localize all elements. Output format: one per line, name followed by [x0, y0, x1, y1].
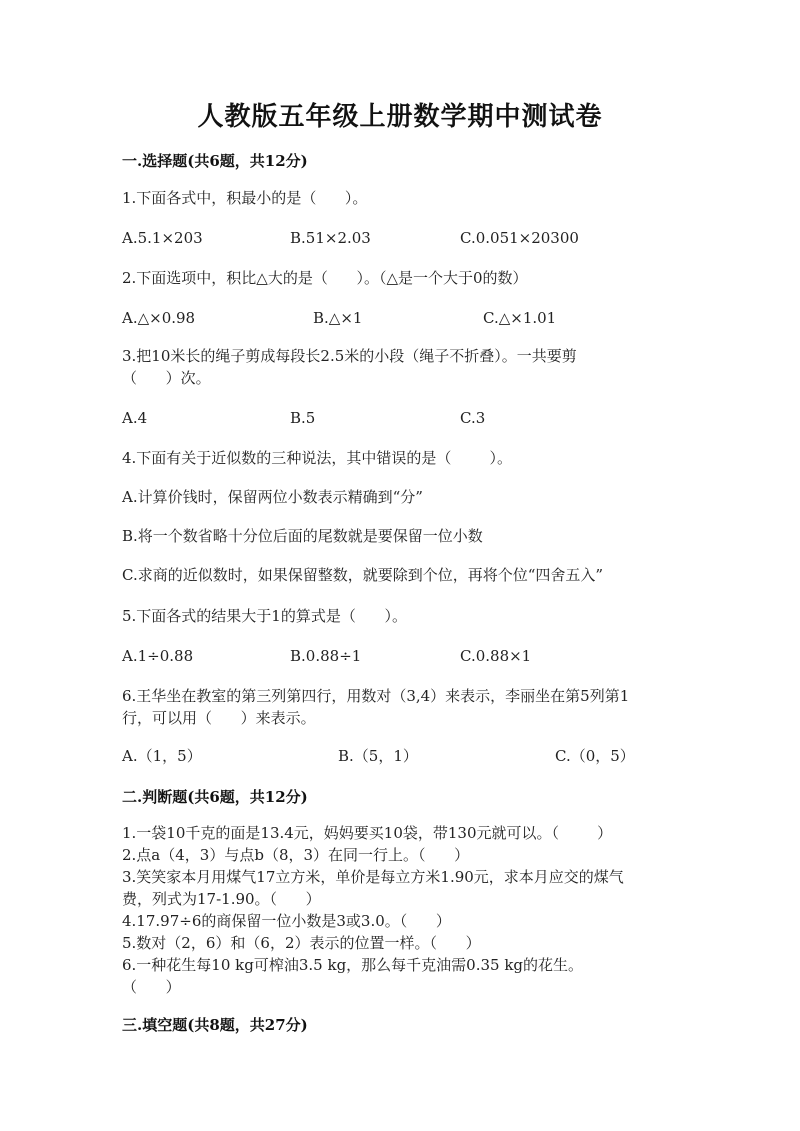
question-4-option-c: C.求商的近似数时，如果保留整数，就要除到个位，再将个位“四舍五入”: [122, 566, 604, 584]
question-2-option-b: B.△×1: [313, 309, 363, 327]
judge-line-8: （ ）: [122, 978, 181, 996]
question-3-option-c: C.3: [460, 409, 486, 427]
judge-line-3: 3.笑笑家本月用煤气17立方米，单价是每立方米1.90元，求本月应交的煤气: [122, 868, 624, 886]
question-5-option-b: B.0.88÷1: [290, 647, 362, 665]
judge-line-5: 4.17.97÷6的商保留一位小数是3或3.0。（ ）: [122, 912, 451, 930]
judge-line-7: 6.一种花生每10 kg可榨油3.5 kg，那么每千克油需0.35 kg的花生。: [122, 956, 584, 974]
question-1-option-a: A.5.1×203: [122, 229, 203, 247]
question-4-option-a: A.计算价钱时，保留两位小数表示精确到“分”: [122, 488, 423, 506]
question-5-stem: 5.下面各式的结果大于1的算式是（ ）。: [122, 607, 407, 625]
section-heading-choice: 一.选择题(共6题，共12分): [122, 152, 308, 170]
question-2-option-c: C.△×1.01: [483, 309, 557, 327]
question-6-stem-line1: 6.王华坐在教室的第三列第四行，用数对（3,4）来表示，李丽坐在第5列第1: [122, 687, 630, 705]
judge-line-4: 费，列式为17-1.90。（ ）: [122, 890, 321, 908]
question-3-stem-line1: 3.把10米长的绳子剪成每段长2.5米的小段（绳子不折叠）。一共要剪: [122, 347, 577, 365]
question-6-option-b: B.（5，1）: [338, 747, 418, 765]
judge-line-1: 1.一袋10千克的面是13.4元，妈妈要买10袋，带130元就可以。（ ）: [122, 824, 613, 842]
question-1-option-b: B.51×2.03: [290, 229, 371, 247]
question-3-stem-line2: （ ）次。: [122, 369, 211, 387]
question-5-option-a: A.1÷0.88: [122, 647, 194, 665]
question-4-option-b: B.将一个数省略十分位后面的尾数就是要保留一位小数: [122, 527, 483, 545]
question-4-stem: 4.下面有关于近似数的三种说法，其中错误的是（ ）。: [122, 449, 512, 467]
question-3-option-b: B.5: [290, 409, 316, 427]
exam-title: 人教版五年级上册数学期中测试卷: [197, 102, 603, 132]
question-2-stem: 2.下面选项中，积比△大的是（ ）。（△是一个大于0的数）: [122, 269, 528, 287]
question-6-option-c: C.（0，5）: [555, 747, 635, 765]
question-6-stem-line2: 行，可以用（ ）来表示。: [122, 709, 316, 727]
judge-line-2: 2.点a（4，3）与点b（8，3）在同一行上。（ ）: [122, 846, 470, 864]
question-6-option-a: A.（1，5）: [122, 747, 202, 765]
question-5-option-c: C.0.88×1: [460, 647, 532, 665]
question-2-option-a: A.△×0.98: [122, 309, 196, 327]
section-heading-judge: 二.判断题(共6题，共12分): [122, 788, 308, 806]
question-1-option-c: C.0.051×20300: [460, 229, 579, 247]
section-heading-fill: 三.填空题(共8题，共27分): [122, 1016, 308, 1034]
question-3-option-a: A.4: [122, 409, 148, 427]
question-1-stem: 1.下面各式中，积最小的是（ ）。: [122, 189, 368, 207]
judge-line-6: 5.数对（2，6）和（6，2）表示的位置一样。（ ）: [122, 934, 481, 952]
